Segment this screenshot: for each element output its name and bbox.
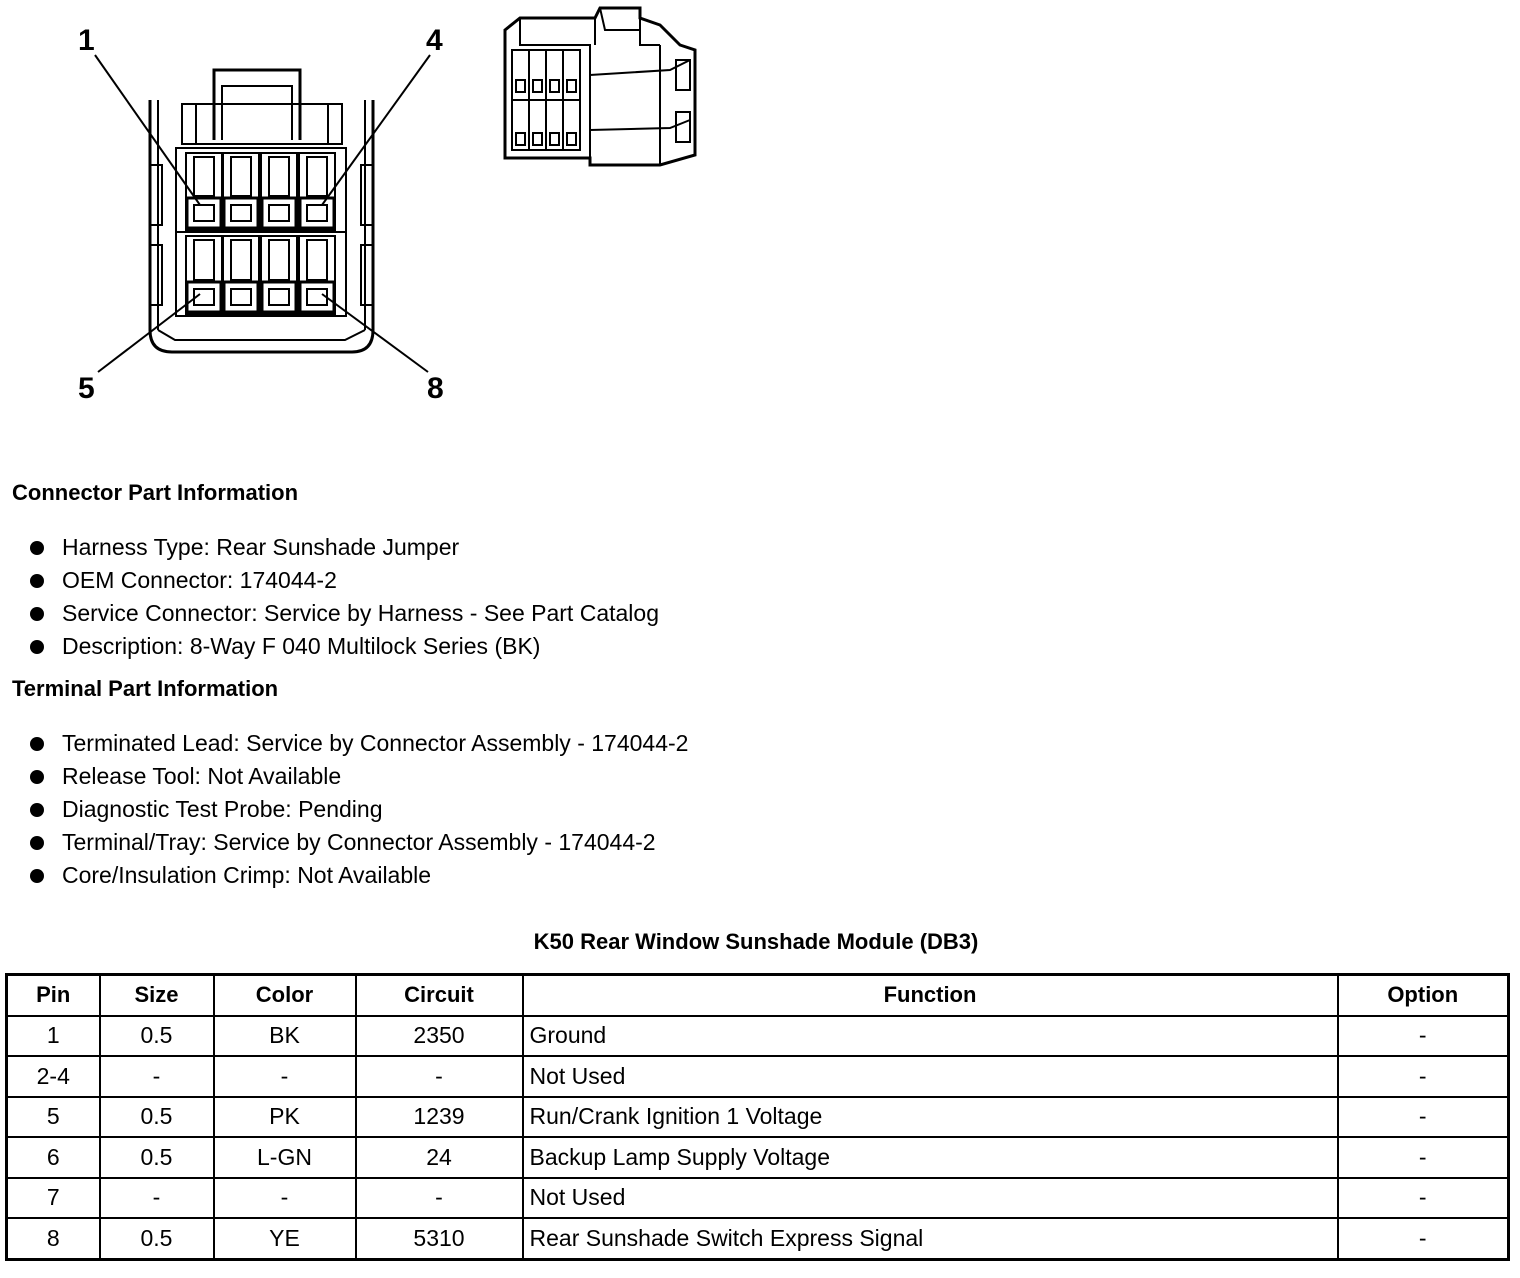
list-item xyxy=(30,630,659,663)
pin-label-5: 5 xyxy=(78,372,95,405)
connector-diagram xyxy=(0,0,720,420)
bullet-icon xyxy=(30,607,44,621)
list-item-text: Terminal/Tray: Service by Connector Assembly - 174044-2 xyxy=(62,829,656,855)
table-row xyxy=(7,1016,1509,1057)
table-row xyxy=(7,1097,1509,1138)
table-row xyxy=(7,1178,1509,1219)
pin-4-leader xyxy=(322,55,430,205)
list-item-text: Description: 8-Way F 040 Multilock Series (BK) xyxy=(62,633,541,659)
cell-circuit: 24 xyxy=(356,1137,523,1178)
cell-color: - xyxy=(214,1178,356,1219)
header-color: Color xyxy=(214,975,356,1016)
pin-cavity-latch xyxy=(307,240,327,280)
pin-terminal-opening xyxy=(231,205,251,221)
cell-pin: 1 xyxy=(7,1016,100,1057)
pin-terminal-opening xyxy=(269,289,289,305)
pin-terminal xyxy=(300,198,334,228)
pin-terminal xyxy=(262,282,296,312)
cell-function: Run/Crank Ignition 1 Voltage xyxy=(523,1097,1338,1138)
cell-pin: 5 xyxy=(7,1097,100,1138)
pin-terminal xyxy=(187,282,221,312)
list-item xyxy=(30,859,688,892)
bullet-icon xyxy=(30,803,44,817)
bullet-icon xyxy=(30,574,44,588)
cell-pin: 7 xyxy=(7,1178,100,1219)
pin-cavity-latch xyxy=(231,240,251,280)
list-item-text: Diagnostic Test Probe: Pending xyxy=(62,796,383,822)
cell-circuit: 1239 xyxy=(356,1097,523,1138)
table-row xyxy=(7,1137,1509,1178)
terminal-info-list xyxy=(30,727,688,892)
list-item xyxy=(30,564,659,597)
list-item-text: Service Connector: Service by Harness - See Part Catalog xyxy=(62,600,659,626)
pin-terminal xyxy=(187,198,221,228)
pin-terminal xyxy=(224,282,258,312)
pin-cavity xyxy=(223,153,259,230)
list-item-text: Harness Type: Rear Sunshade Jumper xyxy=(62,534,460,560)
cell-circuit: 5310 xyxy=(356,1218,523,1259)
table-header-row xyxy=(7,975,1509,1016)
cell-function: Not Used xyxy=(523,1056,1338,1097)
cell-option: - xyxy=(1338,1137,1509,1178)
list-item xyxy=(30,793,688,826)
header-function: Function xyxy=(523,975,1338,1016)
cell-option: - xyxy=(1338,1016,1509,1057)
bullet-icon xyxy=(30,836,44,850)
cell-color: - xyxy=(214,1056,356,1097)
bullet-icon xyxy=(30,737,44,751)
cell-size: 0.5 xyxy=(100,1097,214,1138)
cell-color: PK xyxy=(214,1097,356,1138)
cell-color: BK xyxy=(214,1016,356,1057)
list-item-text: Terminated Lead: Service by Connector Assembly - 174044-2 xyxy=(62,730,689,756)
pin-cavity xyxy=(261,153,297,230)
pin-cavity-latch xyxy=(269,240,289,280)
pin-terminal-opening xyxy=(269,205,289,221)
cell-option: - xyxy=(1338,1056,1509,1097)
pin-cavity-latch xyxy=(194,157,214,196)
pin-terminal xyxy=(262,198,296,228)
pin-cavity xyxy=(186,236,222,314)
header-circuit: Circuit xyxy=(356,975,523,1016)
cell-size: 0.5 xyxy=(100,1016,214,1057)
pin-label-8: 8 xyxy=(427,372,444,405)
pin-1-leader xyxy=(95,55,200,205)
list-item xyxy=(30,597,659,630)
header-option: Option xyxy=(1338,975,1509,1016)
pin-8-leader xyxy=(322,294,428,372)
cell-size: 0.5 xyxy=(100,1137,214,1178)
cell-size: 0.5 xyxy=(100,1218,214,1259)
cell-color: L-GN xyxy=(214,1137,356,1178)
pin-cavity-latch xyxy=(307,157,327,196)
header-pin: Pin xyxy=(7,975,100,1016)
cell-function: Rear Sunshade Switch Express Signal xyxy=(523,1218,1338,1259)
cell-pin: 8 xyxy=(7,1218,100,1259)
cell-function: Ground xyxy=(523,1016,1338,1057)
table-row xyxy=(7,1056,1509,1097)
cell-size: - xyxy=(100,1056,214,1097)
pin-cavity-latch xyxy=(269,157,289,196)
connector-section-title: Connector Part Information xyxy=(12,480,299,505)
pin-terminal xyxy=(224,198,258,228)
pin-cavity xyxy=(261,236,297,314)
pin-terminal-opening xyxy=(194,205,214,221)
cell-option: - xyxy=(1338,1178,1509,1219)
list-item-text: Release Tool: Not Available xyxy=(62,763,342,789)
cell-option: - xyxy=(1338,1097,1509,1138)
pin-cavities xyxy=(186,153,335,314)
table-title: K50 Rear Window Sunshade Module (DB3) xyxy=(533,929,979,954)
pin-terminal-opening xyxy=(307,289,327,305)
cell-circuit: 2350 xyxy=(356,1016,523,1057)
cell-circuit: - xyxy=(356,1056,523,1097)
connector-isometric-view xyxy=(505,8,695,165)
bullet-icon xyxy=(30,869,44,883)
header-size: Size xyxy=(100,975,214,1016)
cell-color: YE xyxy=(214,1218,356,1259)
cell-option: - xyxy=(1338,1218,1509,1259)
list-item xyxy=(30,727,688,760)
pin-terminal-opening xyxy=(231,289,251,305)
bullet-icon xyxy=(30,541,44,555)
cell-circuit: - xyxy=(356,1178,523,1219)
cell-pin: 6 xyxy=(7,1137,100,1178)
pin-cavity-latch xyxy=(194,240,214,280)
connector-info-list xyxy=(30,531,659,663)
pin-cavity-latch xyxy=(231,157,251,196)
bullet-icon xyxy=(30,770,44,784)
pin-terminal-opening xyxy=(307,205,327,221)
pin-label-4: 4 xyxy=(426,24,443,57)
list-item xyxy=(30,760,688,793)
bullet-icon xyxy=(30,640,44,654)
cell-size: - xyxy=(100,1178,214,1219)
pin-cavity xyxy=(299,236,335,314)
cell-pin: 2-4 xyxy=(7,1056,100,1097)
pin-cavity xyxy=(223,236,259,314)
table-row xyxy=(7,1218,1509,1259)
terminal-section-title: Terminal Part Information xyxy=(12,676,279,701)
pin-terminal xyxy=(300,282,334,312)
list-item xyxy=(30,826,688,859)
cell-function: Not Used xyxy=(523,1178,1338,1219)
list-item-text: Core/Insulation Crimp: Not Available xyxy=(62,862,432,888)
pinout-table xyxy=(5,973,1510,1261)
pin-label-1: 1 xyxy=(78,24,95,57)
list-item-text: OEM Connector: 174044-2 xyxy=(62,567,337,593)
cell-function: Backup Lamp Supply Voltage xyxy=(523,1137,1338,1178)
list-item xyxy=(30,531,659,564)
pin-cavity xyxy=(299,153,335,230)
